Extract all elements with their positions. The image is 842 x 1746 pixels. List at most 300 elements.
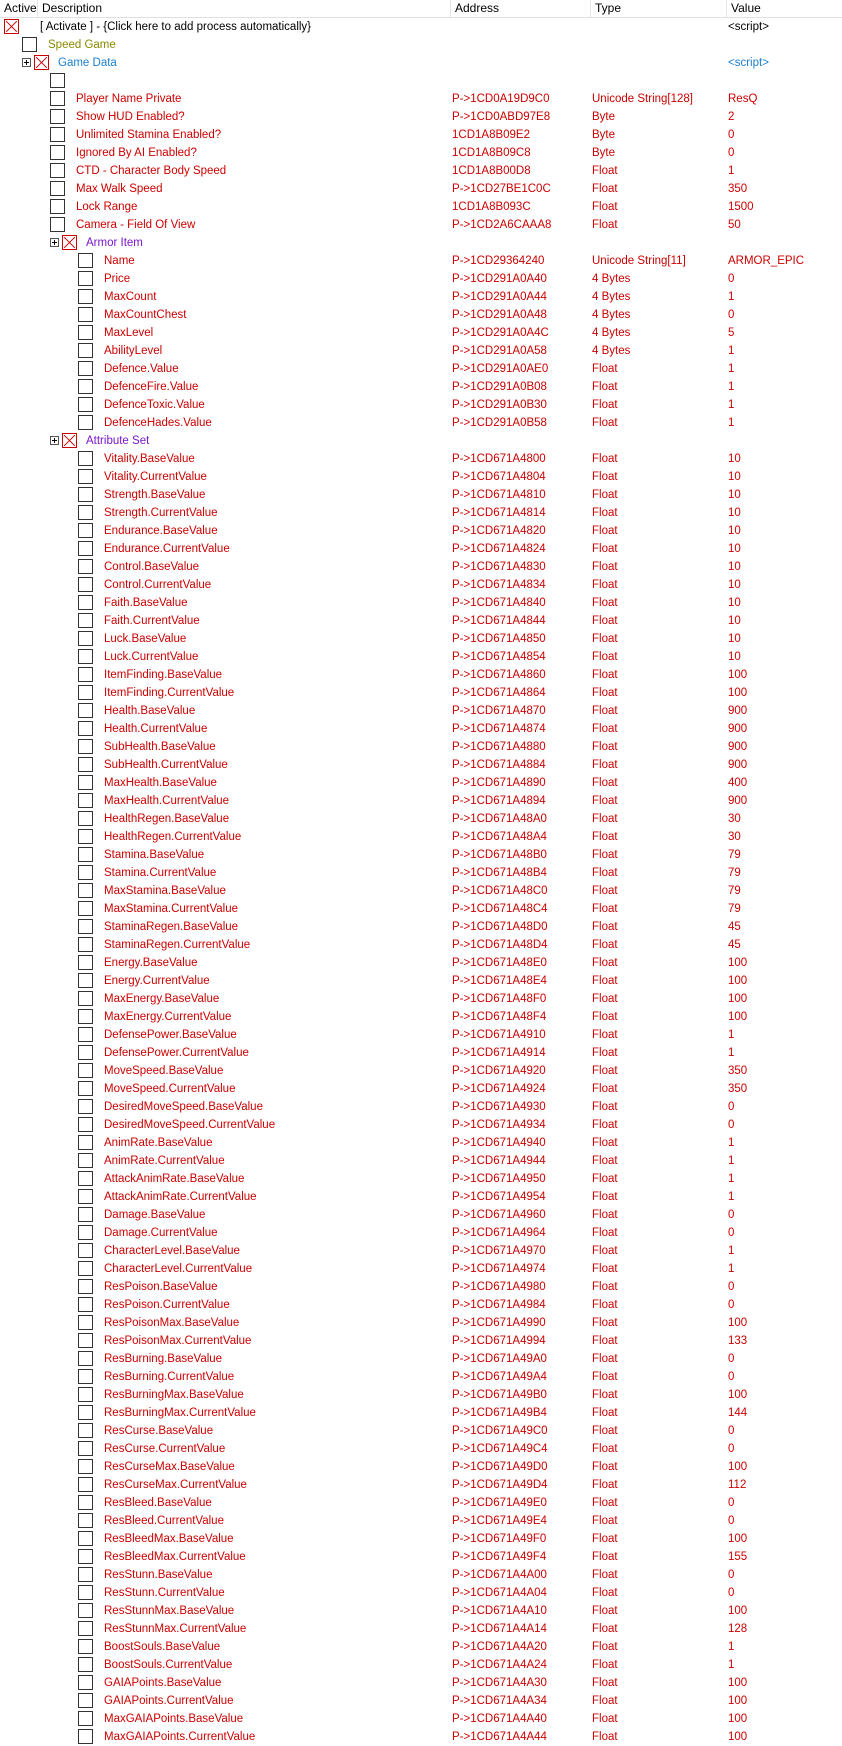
table-row[interactable] (0, 1152, 842, 1170)
table-row[interactable] (0, 1314, 842, 1332)
entry-value[interactable]: 0 (728, 1371, 735, 1383)
entry-type[interactable]: Float (592, 1407, 618, 1419)
table-row[interactable] (0, 1098, 842, 1116)
entry-value[interactable]: 0 (728, 1497, 735, 1509)
entry-value[interactable]: 0 (728, 1425, 735, 1437)
entry-address[interactable]: P->1CD671A4A20 (452, 1641, 547, 1653)
active-checkbox[interactable] (78, 541, 93, 556)
active-checkbox[interactable] (50, 163, 65, 178)
table-row[interactable] (0, 990, 842, 1008)
entry-type[interactable]: Float (592, 687, 618, 699)
entry-address[interactable]: P->1CD671A4A10 (452, 1605, 547, 1617)
entry-value[interactable]: 0 (728, 273, 735, 285)
table-row[interactable] (0, 1602, 842, 1620)
entry-value[interactable]: 100 (728, 1731, 748, 1743)
table-row[interactable] (0, 918, 842, 936)
entry-type[interactable]: Float (592, 831, 618, 843)
entry-description[interactable]: MoveSpeed.BaseValue (104, 1065, 224, 1077)
entry-value[interactable]: 900 (728, 723, 748, 735)
active-checkbox[interactable] (78, 523, 93, 538)
entry-address[interactable]: P->1CD671A48E0 (452, 957, 547, 969)
table-row[interactable] (0, 774, 842, 792)
entry-type[interactable]: Float (592, 1425, 618, 1437)
table-row[interactable] (0, 180, 842, 198)
entry-description[interactable]: Stamina.BaseValue (104, 849, 205, 861)
entry-value[interactable]: 1 (728, 381, 735, 393)
entry-type[interactable]: Float (592, 651, 618, 663)
entry-description[interactable]: Luck.BaseValue (104, 633, 187, 645)
entry-address[interactable]: P->1CD671A4984 (452, 1299, 546, 1311)
table-row[interactable] (0, 882, 842, 900)
entry-type[interactable]: 4 Bytes (592, 273, 631, 285)
active-checkbox[interactable] (78, 1693, 93, 1708)
table-row[interactable] (0, 522, 842, 540)
table-row[interactable] (0, 1512, 842, 1530)
entry-description[interactable]: [ Activate ] - {Click here to add process automatically} (40, 21, 312, 33)
entry-value[interactable]: 10 (728, 597, 741, 609)
active-checkbox[interactable] (78, 1675, 93, 1690)
entry-description[interactable]: ResBleedMax.BaseValue (104, 1533, 234, 1545)
entry-address[interactable]: 1CD1A8B09E2 (452, 129, 530, 141)
active-checkbox[interactable] (78, 757, 93, 772)
entry-type[interactable]: Byte (592, 111, 616, 123)
entry-address[interactable]: P->1CD671A4840 (452, 597, 546, 609)
table-row[interactable] (0, 468, 842, 486)
entry-type[interactable]: Float (592, 1011, 618, 1023)
entry-value[interactable]: 0 (728, 1209, 735, 1221)
active-checkbox[interactable] (78, 685, 93, 700)
entry-value[interactable]: 128 (728, 1623, 748, 1635)
table-row[interactable] (0, 1332, 842, 1350)
table-row[interactable] (0, 90, 842, 108)
table-row[interactable] (0, 72, 842, 90)
entry-value[interactable]: 100 (728, 1389, 748, 1401)
table-row[interactable] (0, 54, 842, 72)
entry-address[interactable]: P->1CD29364240 (452, 255, 545, 267)
table-row[interactable] (0, 828, 842, 846)
entry-description[interactable]: MaxGAIAPoints.CurrentValue (104, 1731, 256, 1743)
entry-description[interactable]: DefenceFire.Value (104, 381, 199, 393)
active-checkbox[interactable] (78, 397, 93, 412)
active-checkbox[interactable] (78, 1657, 93, 1672)
entry-type[interactable]: Float (592, 489, 618, 501)
entry-description[interactable]: BoostSouls.CurrentValue (104, 1659, 233, 1671)
entry-type[interactable]: Float (592, 1083, 618, 1095)
entry-address[interactable]: P->1CD671A4820 (452, 525, 546, 537)
active-checkbox[interactable] (78, 865, 93, 880)
active-checkbox[interactable] (78, 505, 93, 520)
entry-description[interactable]: DesiredMoveSpeed.CurrentValue (104, 1119, 276, 1131)
table-row[interactable] (0, 972, 842, 990)
active-checkbox[interactable] (78, 667, 93, 682)
entry-description[interactable]: ResBurningMax.BaseValue (104, 1389, 244, 1401)
entry-address[interactable]: P->1CD291A0B08 (452, 381, 547, 393)
entry-address[interactable]: P->1CD671A49E0 (452, 1497, 547, 1509)
entry-description[interactable]: CTD - Character Body Speed (76, 165, 227, 177)
entry-description[interactable]: Player Name Private (76, 93, 182, 105)
entry-description[interactable]: DefenceToxic.Value (104, 399, 205, 411)
table-row[interactable] (0, 864, 842, 882)
entry-value[interactable]: 1 (728, 1191, 735, 1203)
entry-address[interactable]: P->1CD671A49A4 (452, 1371, 547, 1383)
entry-type[interactable]: Float (592, 1245, 618, 1257)
active-checkbox[interactable] (78, 1333, 93, 1348)
entry-type[interactable]: Float (592, 1515, 618, 1527)
entry-address[interactable]: P->1CD671A4960 (452, 1209, 546, 1221)
entry-value[interactable]: 100 (728, 975, 748, 987)
table-row[interactable] (0, 1710, 842, 1728)
entry-value[interactable]: ResQ (728, 93, 758, 105)
entry-address[interactable]: P->1CD671A4964 (452, 1227, 546, 1239)
entry-type[interactable]: Float (592, 219, 618, 231)
entry-type[interactable]: Unicode String[11] (592, 255, 686, 267)
table-row[interactable] (0, 684, 842, 702)
active-checkbox[interactable] (78, 649, 93, 664)
active-checkbox[interactable] (78, 1369, 93, 1384)
entry-value[interactable]: 30 (728, 813, 741, 825)
entry-value[interactable]: 100 (728, 1533, 748, 1545)
table-row[interactable] (0, 1458, 842, 1476)
entry-description[interactable]: GAIAPoints.BaseValue (104, 1677, 222, 1689)
entry-description[interactable]: ResBurningMax.CurrentValue (104, 1407, 256, 1419)
active-checkbox[interactable] (78, 829, 93, 844)
entry-address[interactable]: P->1CD671A48C0 (452, 885, 548, 897)
header-active[interactable]: Active (0, 0, 38, 17)
entry-description[interactable]: ResPoison.BaseValue (104, 1281, 218, 1293)
active-checkbox[interactable] (4, 19, 19, 34)
active-checkbox[interactable] (78, 1729, 93, 1744)
entry-type[interactable]: Float (592, 1695, 618, 1707)
entry-type[interactable]: Float (592, 1191, 618, 1203)
entry-description[interactable]: Energy.BaseValue (104, 957, 198, 969)
table-row[interactable] (0, 702, 842, 720)
entry-type[interactable]: Float (592, 363, 618, 375)
entry-address[interactable]: P->1CD291A0A58 (452, 345, 547, 357)
entry-address[interactable]: P->1CD671A4974 (452, 1263, 546, 1275)
table-row[interactable] (0, 1044, 842, 1062)
entry-description[interactable]: MaxStamina.CurrentValue (104, 903, 239, 915)
entry-address[interactable]: P->1CD671A4810 (452, 489, 546, 501)
entry-address[interactable]: P->1CD671A4884 (452, 759, 546, 771)
entry-address[interactable]: P->1CD671A4A24 (452, 1659, 547, 1671)
entry-value[interactable]: 1 (728, 165, 735, 177)
entry-type[interactable]: Float (592, 777, 618, 789)
active-checkbox[interactable] (78, 937, 93, 952)
entry-address[interactable]: P->1CD671A4914 (452, 1047, 546, 1059)
entry-description[interactable]: Game Data (58, 57, 117, 69)
entry-address[interactable]: P->1CD291A0AE0 (452, 363, 549, 375)
active-checkbox[interactable] (78, 883, 93, 898)
entry-type[interactable]: Float (592, 1227, 618, 1239)
entry-description[interactable]: Strength.CurrentValue (104, 507, 218, 519)
entry-type[interactable]: Float (592, 183, 618, 195)
entry-address[interactable]: P->1CD2A6CAAA8 (452, 219, 552, 231)
entry-value[interactable]: 45 (728, 921, 741, 933)
entry-description[interactable]: MaxCount (104, 291, 157, 303)
entry-type[interactable]: Float (592, 885, 618, 897)
entry-description[interactable]: Luck.CurrentValue (104, 651, 199, 663)
table-row[interactable] (0, 1008, 842, 1026)
entry-address[interactable]: P->1CD291A0A48 (452, 309, 547, 321)
entry-type[interactable]: Float (592, 723, 618, 735)
active-checkbox[interactable] (78, 1351, 93, 1366)
entry-description[interactable]: MoveSpeed.CurrentValue (104, 1083, 236, 1095)
table-row[interactable] (0, 144, 842, 162)
entry-value[interactable]: 100 (728, 1605, 748, 1617)
entry-type[interactable]: Float (592, 1533, 618, 1545)
entry-type[interactable]: Float (592, 903, 618, 915)
table-row[interactable] (0, 648, 842, 666)
entry-type[interactable]: Float (592, 975, 618, 987)
entry-description[interactable]: DefenceHades.Value (104, 417, 212, 429)
entry-description[interactable]: BoostSouls.BaseValue (104, 1641, 221, 1653)
entry-address[interactable]: P->1CD671A4970 (452, 1245, 546, 1257)
entry-value[interactable]: 100 (728, 1317, 748, 1329)
entry-type[interactable]: Float (592, 165, 618, 177)
entry-value[interactable]: 2 (728, 111, 735, 123)
entry-address[interactable]: P->1CD671A49B0 (452, 1389, 547, 1401)
entry-address[interactable]: P->1CD671A4804 (452, 471, 546, 483)
entry-value[interactable]: <script> (728, 57, 769, 69)
entry-value[interactable]: 350 (728, 183, 748, 195)
active-checkbox[interactable] (78, 973, 93, 988)
entry-description[interactable]: AbilityLevel (104, 345, 163, 357)
active-checkbox[interactable] (78, 1405, 93, 1420)
entry-value[interactable]: 100 (728, 1695, 748, 1707)
entry-type[interactable]: Float (592, 1173, 618, 1185)
table-row[interactable] (0, 198, 842, 216)
active-checkbox[interactable] (78, 1315, 93, 1330)
entry-type[interactable]: Float (592, 1389, 618, 1401)
entry-value[interactable]: 10 (728, 543, 741, 555)
entry-type[interactable]: Float (592, 867, 618, 879)
table-row[interactable] (0, 1026, 842, 1044)
entry-type[interactable]: Float (592, 1299, 618, 1311)
entry-address[interactable]: P->1CD671A4850 (452, 633, 546, 645)
active-checkbox[interactable] (78, 487, 93, 502)
entry-value[interactable]: 0 (728, 1587, 735, 1599)
active-checkbox[interactable] (78, 253, 93, 268)
table-row[interactable] (0, 1494, 842, 1512)
table-row[interactable] (0, 756, 842, 774)
table-row[interactable] (0, 612, 842, 630)
entry-type[interactable]: 4 Bytes (592, 309, 631, 321)
active-checkbox[interactable] (78, 1189, 93, 1204)
entry-description[interactable]: Show HUD Enabled? (76, 111, 185, 123)
entry-type[interactable]: Float (592, 615, 618, 627)
active-checkbox[interactable] (78, 361, 93, 376)
active-checkbox[interactable] (78, 595, 93, 610)
entry-address[interactable]: P->1CD671A4870 (452, 705, 546, 717)
active-checkbox[interactable] (78, 559, 93, 574)
entry-value[interactable]: 0 (728, 1353, 735, 1365)
entry-address[interactable]: P->1CD671A48C4 (452, 903, 548, 915)
header-address[interactable]: Address (451, 0, 591, 17)
table-row[interactable] (0, 1386, 842, 1404)
entry-value[interactable]: 1 (728, 1047, 735, 1059)
entry-address[interactable]: P->1CD671A48A0 (452, 813, 547, 825)
active-checkbox[interactable] (50, 217, 65, 232)
table-row[interactable] (0, 1548, 842, 1566)
entry-type[interactable]: Float (592, 1731, 618, 1743)
entry-address[interactable]: P->1CD671A48B4 (452, 867, 547, 879)
entry-value[interactable]: 900 (728, 741, 748, 753)
entry-type[interactable]: Float (592, 849, 618, 861)
entry-address[interactable]: 1CD1A8B00D8 (452, 165, 531, 177)
entry-type[interactable]: Float (592, 1101, 618, 1113)
table-row[interactable] (0, 1728, 842, 1746)
entry-description[interactable]: Attribute Set (86, 435, 150, 447)
entry-value[interactable]: 400 (728, 777, 748, 789)
entry-value[interactable]: 1500 (728, 201, 754, 213)
entry-value[interactable]: <script> (728, 21, 769, 33)
entry-type[interactable]: Float (592, 957, 618, 969)
entry-description[interactable]: GAIAPoints.CurrentValue (104, 1695, 234, 1707)
entry-description[interactable]: MaxHealth.CurrentValue (104, 795, 230, 807)
table-row[interactable] (0, 1188, 842, 1206)
entry-type[interactable]: Float (592, 1029, 618, 1041)
expand-toggle-icon[interactable] (50, 238, 59, 247)
active-checkbox[interactable] (78, 1009, 93, 1024)
table-row[interactable] (0, 1440, 842, 1458)
entry-address[interactable]: P->1CD671A4A34 (452, 1695, 547, 1707)
entry-type[interactable]: Float (592, 633, 618, 645)
table-row[interactable] (0, 162, 842, 180)
active-checkbox[interactable] (78, 1621, 93, 1636)
entry-description[interactable]: Name (104, 255, 135, 267)
entry-value[interactable]: ARMOR_EPIC (728, 255, 805, 267)
table-row[interactable] (0, 1584, 842, 1602)
entry-address[interactable]: P->1CD291A0A44 (452, 291, 547, 303)
entry-type[interactable]: Float (592, 525, 618, 537)
entry-type[interactable]: Float (592, 1353, 618, 1365)
active-checkbox[interactable] (22, 37, 37, 52)
active-checkbox[interactable] (78, 991, 93, 1006)
entry-value[interactable]: 100 (728, 957, 748, 969)
table-row[interactable] (0, 846, 842, 864)
table-row[interactable] (0, 108, 842, 126)
table-row[interactable] (0, 324, 842, 342)
entry-value[interactable]: 100 (728, 993, 748, 1005)
entry-description[interactable]: AnimRate.BaseValue (104, 1137, 213, 1149)
entry-description[interactable]: Max Walk Speed (76, 183, 163, 195)
entry-address[interactable]: P->1CD671A49B4 (452, 1407, 547, 1419)
entry-value[interactable]: 45 (728, 939, 741, 951)
table-row[interactable] (0, 1224, 842, 1242)
entry-type[interactable]: Unicode String[128] (592, 93, 694, 105)
table-row[interactable] (0, 936, 842, 954)
entry-type[interactable]: Float (592, 993, 618, 1005)
entry-address[interactable]: P->1CD671A4910 (452, 1029, 546, 1041)
active-checkbox[interactable] (78, 1531, 93, 1546)
entry-type[interactable]: Float (592, 1551, 618, 1563)
table-row[interactable] (0, 594, 842, 612)
entry-description[interactable]: ItemFinding.CurrentValue (104, 687, 235, 699)
table-row[interactable] (0, 126, 842, 144)
entry-address[interactable]: P->1CD671A49A0 (452, 1353, 547, 1365)
entry-value[interactable]: 1 (728, 363, 735, 375)
table-row[interactable] (0, 666, 842, 684)
active-checkbox[interactable] (78, 1711, 93, 1726)
entry-description[interactable]: MaxLevel (104, 327, 154, 339)
entry-description[interactable]: ResCurse.BaseValue (104, 1425, 214, 1437)
entry-description[interactable]: Faith.CurrentValue (104, 615, 200, 627)
table-row[interactable] (0, 342, 842, 360)
entry-address[interactable]: P->1CD671A4880 (452, 741, 546, 753)
entry-description[interactable]: Speed Game (48, 39, 116, 51)
header-type[interactable]: Type (591, 0, 727, 17)
entry-value[interactable]: 1 (728, 1155, 735, 1167)
entry-value[interactable]: 1 (728, 399, 735, 411)
entry-value[interactable]: 79 (728, 885, 741, 897)
active-checkbox[interactable] (78, 271, 93, 286)
entry-type[interactable]: 4 Bytes (592, 327, 631, 339)
active-checkbox[interactable] (50, 181, 65, 196)
entry-description[interactable]: MaxStamina.BaseValue (104, 885, 226, 897)
entry-description[interactable]: ResBleed.CurrentValue (104, 1515, 224, 1527)
active-checkbox[interactable] (78, 1549, 93, 1564)
active-checkbox[interactable] (78, 1261, 93, 1276)
table-row[interactable] (0, 486, 842, 504)
entry-address[interactable]: P->1CD671A48D4 (452, 939, 548, 951)
entry-value[interactable]: 79 (728, 867, 741, 879)
table-row[interactable] (0, 306, 842, 324)
table-row[interactable] (0, 1692, 842, 1710)
entry-description[interactable]: ResBleed.BaseValue (104, 1497, 212, 1509)
entry-description[interactable]: Vitality.BaseValue (104, 453, 195, 465)
header-description[interactable]: Description (38, 0, 451, 17)
entry-description[interactable]: ResStunnMax.CurrentValue (104, 1623, 247, 1635)
active-checkbox[interactable] (78, 1243, 93, 1258)
entry-address[interactable]: P->1CD671A49E4 (452, 1515, 547, 1527)
entry-value[interactable]: 144 (728, 1407, 748, 1419)
entry-description[interactable]: ResPoison.CurrentValue (104, 1299, 230, 1311)
entry-value[interactable]: 0 (728, 1299, 735, 1311)
entry-type[interactable]: Float (592, 1677, 618, 1689)
entry-description[interactable]: Vitality.CurrentValue (104, 471, 207, 483)
active-checkbox[interactable] (78, 577, 93, 592)
entry-type[interactable]: Float (592, 1569, 618, 1581)
entry-type[interactable]: Float (592, 795, 618, 807)
entry-value[interactable]: 100 (728, 669, 748, 681)
entry-type[interactable]: Float (592, 1137, 618, 1149)
active-checkbox[interactable] (78, 379, 93, 394)
entry-type[interactable]: Float (592, 759, 618, 771)
entry-description[interactable]: Stamina.CurrentValue (104, 867, 217, 879)
entry-address[interactable]: P->1CD671A4860 (452, 669, 546, 681)
entry-description[interactable]: Endurance.CurrentValue (104, 543, 230, 555)
entry-type[interactable]: Float (592, 1497, 618, 1509)
table-row[interactable] (0, 1278, 842, 1296)
entry-value[interactable]: 1 (728, 1137, 735, 1149)
active-checkbox[interactable] (78, 1027, 93, 1042)
table-row[interactable] (0, 1674, 842, 1692)
entry-type[interactable]: Float (592, 1605, 618, 1617)
table-row[interactable] (0, 738, 842, 756)
entry-type[interactable]: Float (592, 561, 618, 573)
entry-type[interactable]: Float (592, 1641, 618, 1653)
entry-description[interactable]: Energy.CurrentValue (104, 975, 210, 987)
table-row[interactable] (0, 630, 842, 648)
active-checkbox[interactable] (78, 1171, 93, 1186)
entry-address[interactable]: P->1CD671A49D4 (452, 1479, 548, 1491)
entry-value[interactable]: 112 (728, 1479, 747, 1491)
active-checkbox[interactable] (78, 469, 93, 484)
table-row[interactable] (0, 1368, 842, 1386)
entry-description[interactable]: ResBleedMax.CurrentValue (104, 1551, 246, 1563)
entry-description[interactable]: Strength.BaseValue (104, 489, 206, 501)
table-row[interactable] (0, 504, 842, 522)
